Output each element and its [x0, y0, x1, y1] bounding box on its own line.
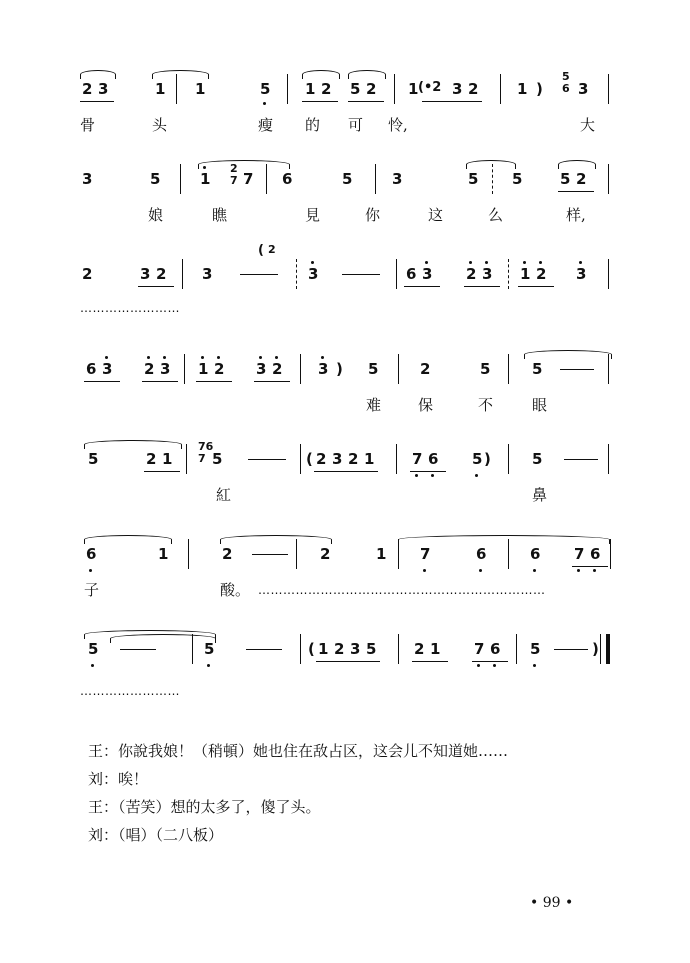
lyric: 瞧 — [212, 206, 228, 224]
lyric: 么 — [488, 206, 504, 224]
notes-row-1: 2 3 1 1 5 1 2 5 2 1 (•2 3 2 1 ) 5 6 3 — [80, 70, 615, 110]
notes-row-5: 5 2 1 76 7 5 ( 2 3 2 1 7 6 5 ) 5 — [80, 440, 615, 480]
dialogue-line-3: 王：（苦笑）想的太多了，傻了头。 — [88, 798, 321, 816]
lyric: 酸。 — [220, 581, 251, 599]
lyric: 这 — [428, 206, 444, 224]
notes-row-6: 6 1 2 2 1 7 6 6 7 6 — [80, 535, 615, 575]
lyric: 眼 — [532, 396, 548, 414]
lyric: 样, — [566, 206, 586, 224]
notes-row-2: 3 5 1 2 7 7 6 5 3 5 5 5 2 — [80, 160, 615, 200]
page-number: • 99 • — [530, 895, 574, 911]
continuation-dots: …………………………………………………………… — [258, 583, 546, 597]
lyric: 保 — [418, 396, 434, 414]
continuation-dots: …………………… — [80, 684, 180, 698]
lyric: 見 — [305, 206, 321, 224]
dialogue-line-4: 刘：（唱）（二八板） — [88, 826, 224, 844]
lyric: 娘 — [148, 206, 164, 224]
lyric: 你 — [365, 206, 381, 224]
lyric: 骨 — [80, 116, 96, 134]
lyric: 紅 — [216, 486, 232, 504]
lyric: 不 — [478, 396, 494, 414]
lyric: 可 — [348, 116, 364, 134]
dialogue-line-1: 王：你說我娘！（稍頓）她也住在敌占区，这会儿不知道她…… — [88, 742, 509, 760]
lyric: 鼻 — [532, 486, 548, 504]
lyric: 难 — [366, 396, 382, 414]
lyric: 子 — [84, 581, 100, 599]
notes-row-7: 5 5 ( 1 2 3 5 2 1 7 6 5 ) — [80, 630, 615, 670]
lyric: 怜, — [388, 116, 408, 134]
lyric: 大 — [580, 116, 596, 134]
lyric: 的 — [305, 116, 321, 134]
notes-row-4: 6 3 2 3 1 2 3 2 3 ) 5 2 5 5 — [80, 350, 615, 390]
dialogue-line-2: 刘：唉！ — [88, 770, 149, 788]
lyric: 瘦 — [258, 116, 274, 134]
lyric: 头 — [152, 116, 168, 134]
continuation-dots: …………………… — [80, 301, 180, 315]
notes-row-3: 2 3 2 3 ( 2 3 6 3 2 3 1 2 3 — [80, 255, 615, 295]
